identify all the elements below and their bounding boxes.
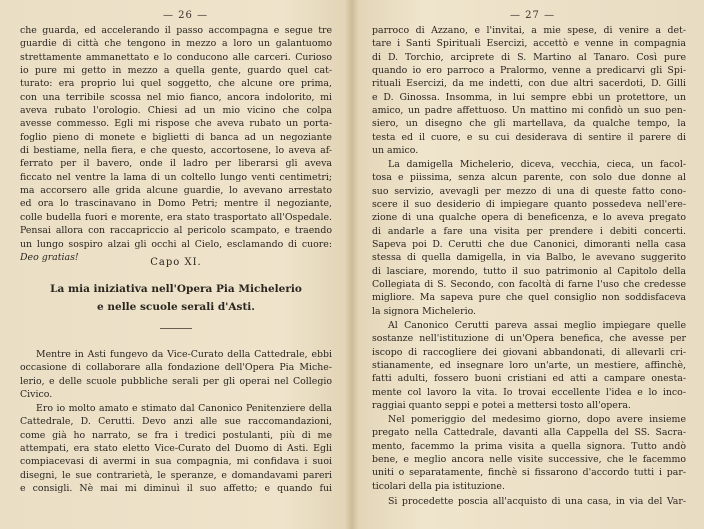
text-line: Cattedrale, D. Cerutti. Devo anzi alle sue raccomandazioni, xyxy=(20,416,332,428)
chapter-title-line-2: e nelle scuole serali d'Asti. xyxy=(97,301,255,313)
text-line: rituali Esercizi, da me indetti, con due altri sacerdoti, D. Gilli xyxy=(372,78,686,90)
chapter-title-line-1: La mia iniziativa nell'Opera Pia Michelerio xyxy=(50,283,302,295)
text-line: e consigli. Nè mai mi diminuì il suo affetto; e quando fui xyxy=(20,483,332,495)
text-line: un lungo sospiro alzai gli occhi al Cielo, esclamando di cuore: xyxy=(20,238,332,250)
text-line: un amico. xyxy=(372,145,419,157)
text-line: ferrato per il bavero, onde il ladro per liberarsi gli aveva xyxy=(20,158,332,170)
text-line: come già ho narrato, se fra i tredici postulanti, più di me xyxy=(20,429,332,441)
text-line: testa ed il cuore, e su cui desiderava di sentire il parere di xyxy=(372,131,686,143)
text-line: pregato nella Cattedrale, davanti alla Cappella del SS. Sacra- xyxy=(372,427,686,439)
right-paragraph-4 xyxy=(372,413,686,493)
right-paragraph-5 xyxy=(372,495,686,508)
chapter-divider xyxy=(160,328,192,329)
text-line: foglio pieno di monete e biglietti di banca ad un negoziante xyxy=(20,131,332,143)
right-paragraph-3 xyxy=(372,319,686,412)
text-line: siero, un disegno che gli martellava, da qualche tempo, la xyxy=(372,118,686,130)
text-line: avesse commesso. Egli mi rispose che aveva rubato un porta- xyxy=(20,118,332,130)
text-line: raggiai quanto seppi e potei a mettersi tosto all'opera. xyxy=(372,400,631,412)
text-line: che guarda, ed accelerando il passo accompagna e segue tre xyxy=(20,25,332,36)
text-line: stianamente, ed insegnare loro un'arte, un mestiere, affinchè, xyxy=(372,360,686,372)
text-line: fatti adulti, fossero buoni cristiani ed atti a campare onesta- xyxy=(372,373,686,385)
text-line: Ero io molto amato e stimato dal Canonico Penitenziere della xyxy=(36,403,332,414)
text-line: uniti o separatamente, finchè si fissarono d'accordo tutti i par- xyxy=(372,467,686,479)
text-line: Pensai allora con raccapriccio al pericolo scampato, e traendo xyxy=(20,225,332,237)
text-line: con una terribile scossa nel mio fianco, ancora indolorito, mi xyxy=(20,91,332,103)
text-line: migliore. Ma sapeva pure che quel consiglio non soddisfaceva xyxy=(372,292,686,304)
text-line: mente col lavoro la vita. Io trovai eccellente l'idea e lo inco- xyxy=(372,386,686,398)
text-line: tare i Santi Spirituali Esercizi, accettò e venne in compagnia xyxy=(372,38,686,50)
text-line: amico, un padre affettuoso. Un mattino mi confidò un suo pen- xyxy=(372,105,686,117)
right-page xyxy=(352,0,704,529)
text-line: iscopo di raccogliere dei giovani abbandonati, di allevarli cri- xyxy=(372,346,686,358)
page-number-right: — 27 — xyxy=(510,10,556,21)
text-line: Collegiata di S. Secondo, con facoltà di farne l'uso che credesse xyxy=(372,279,686,291)
left-paragraph-1 xyxy=(20,348,332,401)
text-line: lerio, e delle scuole pubbliche serali per gli operai nel Collegio xyxy=(20,375,332,387)
text-line: ficcato nel ventre la lama di un coltello lungo venti centimetri; xyxy=(20,171,332,183)
text-line: occasione di collaborare alla fondazione dell'Opera Pia Miche- xyxy=(20,362,332,374)
text-line: compiacevasi di avermi in sua compagnia, mi confidava i suoi xyxy=(20,456,332,468)
text-line: Sapeva poi D. Cerutti che due Canonici, dimoranti nella casa xyxy=(372,239,686,251)
text-line: turato: era proprio lui quel soggetto, che alcune ore prima, xyxy=(20,78,332,90)
text-line: Civico. xyxy=(20,389,53,401)
left-top-paragraph xyxy=(20,24,332,264)
text-line: suo servizio, avevagli per mezzo di una di queste fatto cono- xyxy=(372,185,686,197)
text-line: sostanze nell'istituzione di un'Opera benefica, che avesse per xyxy=(372,333,686,345)
text-line: disegni, le sue contrarietà, le speranze, e domandavami pareri xyxy=(20,469,332,481)
text-line: scere il suo desiderio di impiegare quanto possedeva nell'ere- xyxy=(372,199,686,211)
text-line: Nel pomeriggio del medesimo giorno, dopo avere insieme xyxy=(388,414,686,425)
text-line: attempati, era stato eletto Vice-Curato del Duomo di Asti. Egli xyxy=(20,443,332,455)
text-line: di andarle a fare una visita per prendere i debiti concerti. xyxy=(372,225,686,237)
text-line: quando io ero parroco a Pralormo, venne a predicarvi gli Spi- xyxy=(372,65,686,77)
text-line: mento, facemmo la prima visita a quella signora. Tutto andò xyxy=(372,440,686,452)
text-line: stessa di quella damigella, in via Balbo, le avevano suggerito xyxy=(372,252,686,264)
text-line: Deo gratias! xyxy=(20,251,79,263)
text-line: guardie di città che tengono in mezzo a loro un galantuomo xyxy=(20,38,332,50)
text-line: ma accorsero alle grida alcune guardie, lo avevano arrestato xyxy=(20,185,332,197)
text-line: aveva rubato l'orologio. Chiesi ad un mio vicino che colpa xyxy=(20,105,332,117)
text-line: bene, e meglio ancora nelle visite successive, che le facemmo xyxy=(372,454,686,466)
text-line: La damigella Michelerio, diceva, vecchia, cieca, un facol- xyxy=(388,159,686,170)
text-line: strettamente ammanettato e lo conducono alle carceri. Curioso xyxy=(20,51,332,63)
text-line: Al Canonico Cerutti pareva assai meglio impiegare quelle xyxy=(388,320,686,331)
text-line: Mentre in Asti fungevo da Vice-Curato della Cattedrale, ebbi xyxy=(36,349,332,360)
text-line: parroco di Azzano, e l'invitai, a mie spese, di venire a det- xyxy=(372,25,686,36)
right-paragraph-2 xyxy=(372,158,686,318)
text-line: zione di una qualche opera di beneficenza, e lo aveva pregato xyxy=(372,212,686,224)
text-line: ticolari della pia istituzione. xyxy=(372,480,505,492)
text-line: io pure mi getto in mezzo a quella gente, guardo quel cat- xyxy=(20,65,332,77)
text-line: la signora Michelerio. xyxy=(372,305,477,317)
text-line: Si procedette poscia all'acquisto di una casa, in via del Var- xyxy=(388,496,686,507)
chapter-number: Capo XI. xyxy=(150,257,202,268)
text-line: di bestiame, nella fiera, e che questo, accortosene, lo aveva af- xyxy=(20,145,332,157)
right-paragraph-1 xyxy=(372,24,686,157)
left-paragraph-2 xyxy=(20,402,332,495)
text-line: di lasciare, morendo, tutto il suo patrimonio al Capitolo della xyxy=(372,265,686,277)
text-line: e D. Ginossa. Insomma, in lui sempre ebbi un protettore, un xyxy=(372,91,686,103)
text-line: ed ora lo trascinavano in Domo Petri; mentre il negoziante, xyxy=(20,198,332,210)
text-line: di D. Torchio, arciprete di S. Martino al Tanaro. Così pure xyxy=(372,51,686,63)
text-line: colle budella fuori e morente, era stato trasportato all'Ospedale. xyxy=(20,211,332,223)
text-line: tosa e piissima, senza alcun parente, con solo due donne al xyxy=(372,172,686,184)
page-number-left: — 26 — xyxy=(163,10,209,21)
